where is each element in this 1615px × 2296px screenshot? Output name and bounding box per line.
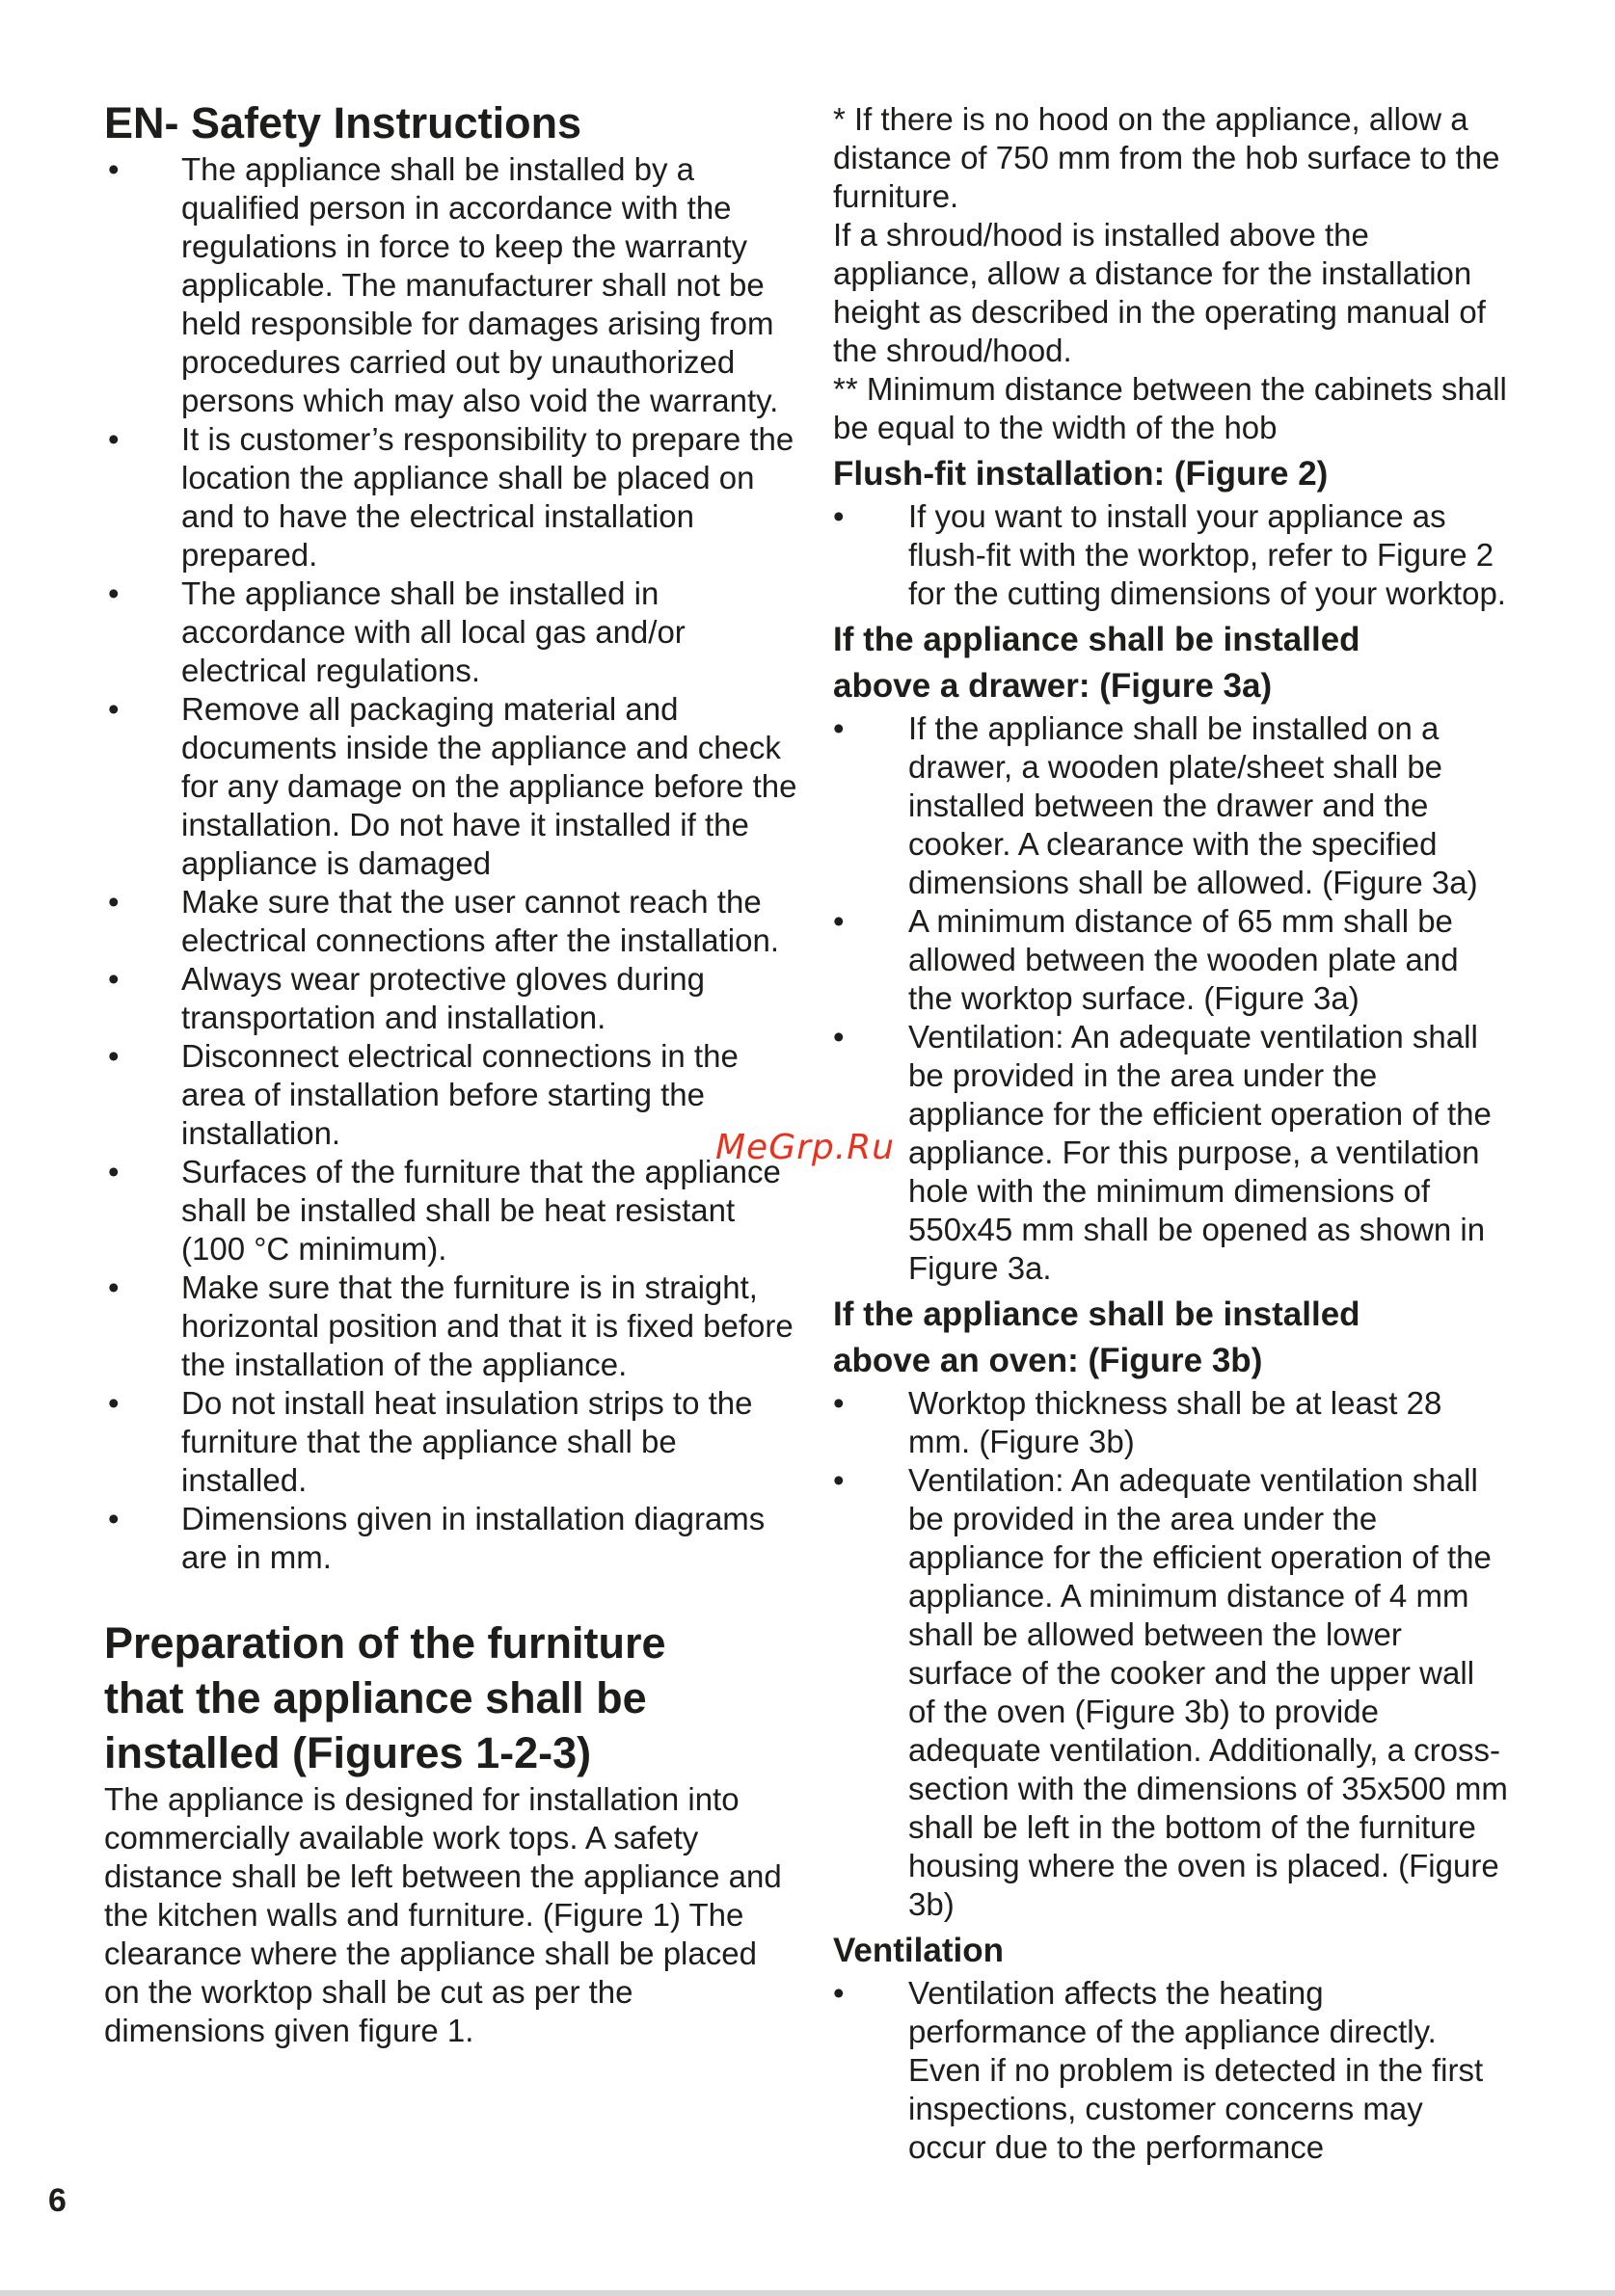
list-item xyxy=(104,883,798,960)
safety-instructions-title: EN- Safety Instructions xyxy=(104,98,582,147)
list-item xyxy=(104,1037,798,1153)
bullet-icon: • xyxy=(108,1501,120,1536)
bullet-icon: • xyxy=(108,421,120,457)
list-item-text: Do not install heat insulation strips to the furniture that the appliance shall be installed. xyxy=(181,1385,753,1498)
oven-list xyxy=(833,1384,1508,1924)
bullet-icon: • xyxy=(108,575,120,611)
list-item-text: Surfaces of the furniture that the appliance shall be installed shall be heat resistant (100 °C minimum). xyxy=(181,1154,781,1267)
preparation-heading-line: Preparation of the furniture xyxy=(104,1618,666,1668)
page-number: 6 xyxy=(48,2182,67,2219)
list-item xyxy=(104,574,798,690)
list-item-text: It is customer’s responsibility to prepare the location the appliance shall be placed on and to have the electrical installation prepared. xyxy=(181,421,794,573)
bullet-icon: • xyxy=(108,884,120,920)
list-item-text: Make sure that the furniture is in straight, horizontal position and that it is fixed before the installation of the appliance. xyxy=(181,1269,794,1382)
drawer-list xyxy=(833,709,1508,1288)
cabinet-distance-note: ** Minimum distance between the cabinets shall be equal to the width of the hob xyxy=(833,371,1507,445)
right-column xyxy=(833,100,1508,2167)
bullet-icon: • xyxy=(833,1975,845,2011)
list-item xyxy=(833,1974,1508,2167)
list-item xyxy=(104,1384,798,1500)
list-item xyxy=(104,960,798,1037)
bullet-icon: • xyxy=(108,961,120,997)
hood-distance-note: * If there is no hood on the appliance, allow a distance of 750 mm from the hob surface to the furniture. xyxy=(833,101,1500,214)
bullet-icon: • xyxy=(108,151,120,187)
shroud-note: If a shroud/hood is installed above the appliance, allow a distance for the installation height as described in the operating manual of the shroud/hood. xyxy=(833,217,1486,368)
list-item xyxy=(833,709,1508,902)
bullet-icon: • xyxy=(833,710,845,746)
list-item-text: The appliance shall be installed in accordance with all local gas and/or electrical regulations. xyxy=(181,575,686,688)
list-item-text: Disconnect electrical connections in the area of installation before starting the installation. xyxy=(181,1038,739,1151)
list-item-text: If you want to install your appliance as flush-fit with the worktop, refer to Figure 2 for the cutting dimensions of your worktop. xyxy=(908,498,1506,611)
ventilation-list xyxy=(833,1974,1508,2167)
list-item xyxy=(833,1461,1508,1924)
list-item-text: The appliance shall be installed by a qualified person in accordance with the regulations in force to keep the warranty applicable. The manufacturer shall not be held responsible for damages arising from procedures carried out by unauthorized persons which may also void the warranty. xyxy=(181,151,779,418)
drawer-heading-line: above a drawer: (Figure 3a) xyxy=(833,667,1273,705)
oven-heading-line: above an oven: (Figure 3b) xyxy=(833,1342,1263,1379)
bullet-icon: • xyxy=(833,1019,845,1055)
oven-heading-line: If the appliance shall be installed xyxy=(833,1295,1360,1333)
left-column xyxy=(104,96,798,2050)
list-item-text: Ventilation: An adequate ventilation shall be provided in the area under the appliance for the efficient operation of the appliance. A minimum distance of 4 mm shall be allowed between the lower surface of the cooker and the upper wall of the oven (Figure 3b) to provide adequate ventilation. Additionally, a cross-section with the dimensions of 35x500 mm shall be left in the bottom of the furniture housing where the oven is placed. (Figure 3b) xyxy=(908,1462,1508,1922)
list-item xyxy=(833,1384,1508,1461)
drawer-heading xyxy=(833,617,1508,709)
list-item xyxy=(104,1153,798,1268)
bottom-rule xyxy=(0,2290,1615,2296)
bullet-icon: • xyxy=(833,1385,845,1421)
preparation-paragraph: The appliance is designed for installation into commercially available work tops. A safety distance shall be left between the appliance and the kitchen walls and furniture. (Figure 1) The clearance where the appliance shall be placed on the worktop shall be cut as per the dimensions given figure 1. xyxy=(104,1781,782,2048)
preparation-heading xyxy=(104,1615,798,1780)
watermark: MeGrp.Ru xyxy=(715,1128,896,1167)
list-item-text: Ventilation affects the heating performance of the appliance directly. Even if no problem is detected in the first inspections, customer concerns may occur due to the performance xyxy=(908,1975,1484,2165)
flush-fit-heading: Flush-fit installation: (Figure 2) xyxy=(833,455,1329,493)
list-item-text: Worktop thickness shall be at least 28 mm. (Figure 3b) xyxy=(908,1385,1442,1459)
bullet-icon: • xyxy=(108,1269,120,1305)
list-item xyxy=(833,902,1508,1018)
list-item-text: Dimensions given in installation diagrams are in mm. xyxy=(181,1501,766,1575)
safety-list xyxy=(104,150,798,1577)
bullet-icon: • xyxy=(833,498,845,534)
list-item-text: Make sure that the user cannot reach the electrical connections after the installation. xyxy=(181,884,780,958)
list-item xyxy=(104,1268,798,1384)
drawer-heading-line: If the appliance shall be installed xyxy=(833,621,1360,658)
list-item xyxy=(104,1500,798,1577)
list-item-text: If the appliance shall be installed on a drawer, a wooden plate/sheet shall be installed between the drawer and the cooker. A clearance with the specified dimensions shall be allowed. (Figure 3a) xyxy=(908,710,1478,900)
bullet-icon: • xyxy=(108,1154,120,1189)
flush-fit-list xyxy=(833,497,1508,613)
list-item-text: Always wear protective gloves during transportation and installation. xyxy=(181,961,705,1035)
preparation-heading-line: that the appliance shall be xyxy=(104,1673,647,1722)
list-item xyxy=(833,497,1508,613)
bullet-icon: • xyxy=(108,1385,120,1421)
bullet-icon: • xyxy=(833,1462,845,1498)
list-item xyxy=(104,150,798,420)
list-item-text: A minimum distance of 65 mm shall be allowed between the wooden plate and the worktop surface. (Figure 3a) xyxy=(908,903,1459,1016)
bullet-icon: • xyxy=(108,1038,120,1074)
list-item xyxy=(104,690,798,883)
list-item xyxy=(833,1018,1508,1288)
list-item-text: Remove all packaging material and documents inside the appliance and check for any damage on the appliance before the installation. Do not have it installed if the appliance is damaged xyxy=(181,691,797,881)
list-item-text: Ventilation: An adequate ventilation shall be provided in the area under the appliance for the efficient operation of the appliance. For this purpose, a ventilation hole with the minimum dimensions of 550x45 mm shall be opened as shown in Figure 3a. xyxy=(908,1019,1492,1286)
bullet-icon: • xyxy=(108,691,120,727)
bullet-icon: • xyxy=(833,903,845,939)
list-item xyxy=(104,420,798,574)
oven-heading xyxy=(833,1292,1508,1384)
preparation-heading-line: installed (Figures 1-2-3) xyxy=(104,1728,592,1777)
ventilation-heading: Ventilation xyxy=(833,1932,1004,1969)
